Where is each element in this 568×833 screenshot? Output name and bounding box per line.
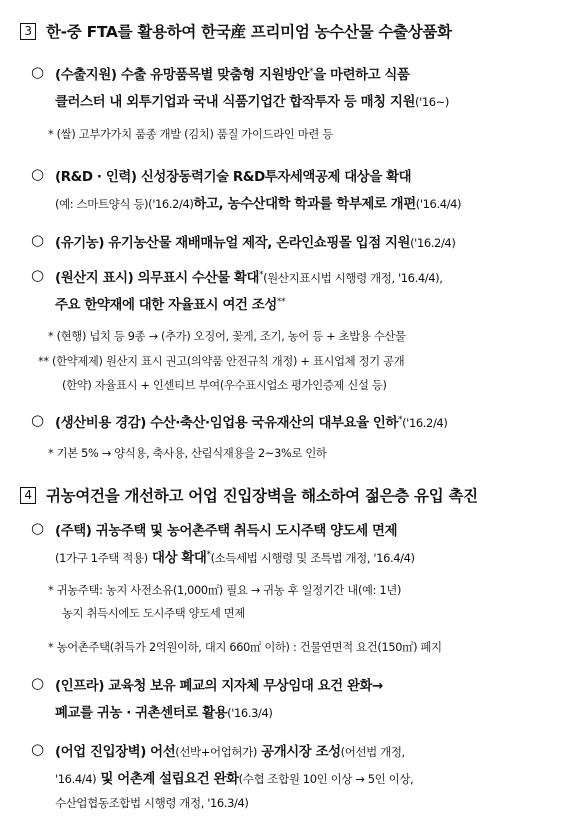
section-number-3: 3 xyxy=(20,23,36,40)
item-8-paren: (선박+어업허가) xyxy=(175,745,257,759)
item-2-example: (예: 스마트양식 등)('16.2/4) xyxy=(55,197,194,211)
item-4-line-1 xyxy=(55,267,443,286)
bullet-marker: ○ xyxy=(31,266,45,284)
item-4-note-3: (한약) 자율표시 + 인센티브 부여(우수표시업소 평가인증제 신설 등) xyxy=(62,379,387,392)
bullet-marker: ○ xyxy=(31,674,45,692)
item-4-line-2 xyxy=(55,294,285,313)
item-6-text-2: 대상 확대 xyxy=(147,551,207,566)
item-7-date: ('16.3/4) xyxy=(227,706,273,720)
item-3-line-1 xyxy=(55,232,455,251)
item-2-line-2 xyxy=(55,193,461,212)
item-6-note-2: 농지 취득시에도 도시주택 양도세 면제 xyxy=(62,607,245,620)
footnote-star: * xyxy=(258,270,264,280)
item-1-note-1: * (쌀) 고부가가치 품종 개발 (김치) 품질 가이드라인 마련 등 xyxy=(48,128,333,141)
item-4-law: (원산지표시법 시행령 개정, '16.4/4), xyxy=(263,271,443,285)
item-7-line-1: (인프라) 교육청 보유 폐교의 지자체 무상임대 요건 완화→ xyxy=(55,679,383,694)
bullet-marker: ○ xyxy=(31,411,45,429)
item-7-line-2 xyxy=(55,702,273,721)
bullet-marker: ○ xyxy=(31,63,45,81)
footnote-star: * xyxy=(206,550,211,560)
item-8-date: '16.4/4) xyxy=(55,772,97,786)
section-number-4: 4 xyxy=(20,487,36,504)
item-2-text-2: 하고, 농수산대학 학과를 학부제로 개편 xyxy=(193,197,416,212)
item-8-line-3 xyxy=(55,795,248,811)
section-heading-4 xyxy=(20,484,478,506)
item-6-line-2 xyxy=(55,547,415,566)
section-title-3: 한-중 FTA를 활용하여 한국産 프리미엄 농수산물 수출상품화 xyxy=(46,23,452,41)
item-8-line-2 xyxy=(55,768,413,787)
item-8-line-1 xyxy=(55,741,405,760)
footnote-star: * xyxy=(397,415,403,425)
item-6-law: (소득세법 시행령 및 조특법 개정, '16.4/4) xyxy=(210,551,415,565)
item-8-text-2: 및 어촌계 설립요건 완화 xyxy=(96,772,239,787)
section-title-4: 귀농여건을 개선하고 어업 진입장벽을 해소하여 젊은층 유입 촉진 xyxy=(46,487,478,505)
item-1-text-tail: 을 마련하고 식품 xyxy=(313,68,410,83)
item-8-text: (어업 진입장벽) 어선 xyxy=(55,745,176,760)
footnote-star: * xyxy=(309,67,314,77)
bullet-marker: ○ xyxy=(31,165,45,183)
item-6-scope: (1가구 1주택 적용) xyxy=(55,551,148,565)
item-2-line-1: (R&D · 인력) 신성장동력기술 R&D투자세액공제 대상을 확대 xyxy=(55,170,412,185)
item-6-note-1: * 귀농주택: 농지 사전소유(1,000㎡) 필요 → 귀농 후 일정기간 내(예: 1년) xyxy=(48,584,402,597)
bullet-marker: ○ xyxy=(31,740,45,758)
item-6-note-3: * 농어촌주택(취득가 2억원이하, 대지 660㎡ 이하) : 건물연면적 요건(150㎡) 폐지 xyxy=(48,641,442,654)
item-4-note-1: * (현행) 넙치 등 9종 → (추가) 오징어, 꽃게, 조기, 농어 등 + 초밥용 수산물 xyxy=(48,330,406,343)
item-1-text: (수출지원) 수출 유망품목별 맞춤형 지원방안 xyxy=(55,68,310,83)
item-5-date: ('16.2/4) xyxy=(402,416,448,430)
item-3-text: (유기농) 유기농산물 재배매뉴얼 제작, 온라인쇼핑몰 입점 지원 xyxy=(55,236,411,251)
item-4-text-2: 주요 한약재에 대한 자율표시 여건 조성 xyxy=(55,298,277,313)
bullet-marker: ○ xyxy=(31,231,45,249)
item-1-text-2: 클러스터 내 외투기업과 국내 식품기업간 합작투자 등 매칭 지원 xyxy=(55,95,416,110)
footnote-star: ** xyxy=(276,297,286,307)
section-heading-3 xyxy=(20,20,452,42)
item-1-line-1 xyxy=(55,64,410,83)
item-5-note-1: * 기본 5% → 양식용, 축사용, 산림식재용을 2~3%로 인하 xyxy=(48,447,327,460)
item-6-line-1: (주택) 귀농주택 및 농어촌주택 취득시 도시주택 양도세 면제 xyxy=(55,524,398,539)
item-4-note-2: ** (한약제제) 원산지 표시 권고(의약품 안전규칙 개정) + 표시업체 정기 공개 xyxy=(38,355,405,368)
item-8-text-mid: 공개시장 조성 xyxy=(256,745,341,760)
item-4-text: (원산지 표시) 의무표시 수산물 확대 xyxy=(55,271,259,286)
item-7-text-2: 폐교를 귀농 · 귀촌센터로 활용 xyxy=(55,706,228,721)
item-1-date: ('16~) xyxy=(415,95,450,109)
item-5-line-1 xyxy=(55,412,447,431)
item-1-line-2 xyxy=(55,91,449,110)
item-2-date: ('16.4/4) xyxy=(415,197,462,211)
item-3-date: ('16.2/4) xyxy=(410,236,456,250)
item-5-text: (생산비용 경감) 수산·축산·임업용 국유재산의 대부요율 인하 xyxy=(55,416,398,431)
item-8-law: (어선법 개정, xyxy=(340,745,405,759)
item-8-law-3: 수산업협동조합법 시행령 개정, '16.3/4) xyxy=(55,796,249,810)
bullet-marker: ○ xyxy=(31,519,45,537)
item-8-law-2: (수협 조합원 10인 이상 → 5인 이상, xyxy=(238,772,414,786)
